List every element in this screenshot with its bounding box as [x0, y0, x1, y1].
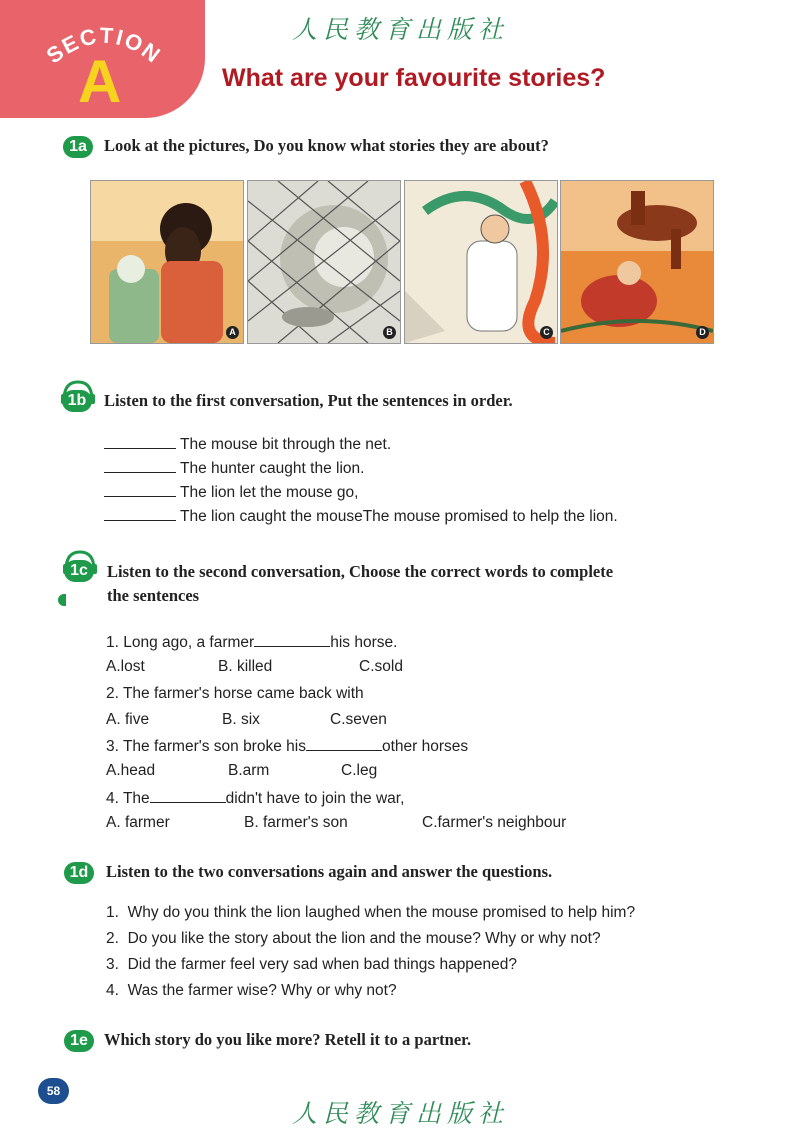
- question-1c-4: [106, 788, 404, 809]
- option-1c[interactable]: C.sold: [359, 658, 403, 675]
- badge-1b-wrap: [62, 390, 92, 412]
- answer-blank[interactable]: [104, 482, 176, 497]
- picture-c: [404, 180, 558, 344]
- picture-label-b: B: [383, 326, 396, 339]
- question-text: Was the farmer wise? Why or why not?: [127, 982, 397, 999]
- side-marker: [58, 594, 66, 606]
- question-text: Did the farmer feel very sad when bad things happened?: [127, 956, 518, 973]
- question-text: Why do you think the lion laughed when the mouse promised to help him?: [127, 904, 636, 921]
- sentence-text: The hunter caught the lion.: [180, 460, 365, 477]
- picture-label-a: A: [226, 326, 239, 339]
- answer-blank[interactable]: [104, 434, 176, 449]
- question-1c-2: 2. The farmer's horse came back with: [106, 685, 364, 702]
- page-number: 58: [38, 1078, 69, 1104]
- activity-badge-1b: 1b: [62, 390, 92, 412]
- picture-c-illustration: [405, 181, 557, 343]
- option-2b[interactable]: B. six: [222, 711, 260, 728]
- option-3a[interactable]: A.head: [106, 762, 156, 779]
- question-text: 1. Long ago, a farmer: [106, 634, 255, 651]
- section-word: SECTION: [41, 22, 167, 69]
- picture-a-illustration: [91, 181, 243, 343]
- question-number: 1.: [106, 904, 119, 921]
- option-1a[interactable]: A.lost: [106, 658, 145, 675]
- option-2a[interactable]: A. five: [106, 711, 150, 728]
- answer-blank[interactable]: [254, 632, 330, 647]
- badge-1a-wrap: [63, 136, 93, 158]
- option-3c[interactable]: C.leg: [341, 762, 378, 779]
- answer-blank[interactable]: [104, 506, 176, 521]
- question-text: other horses: [381, 738, 469, 755]
- activity-badge-1e: 1e: [64, 1030, 94, 1052]
- headphone-icon: [62, 550, 98, 574]
- question-number: 4.: [106, 982, 119, 999]
- activity-badge-1a: 1a: [63, 136, 93, 158]
- activity-badge-1d: 1d: [64, 862, 94, 884]
- question-1d-1: [106, 903, 635, 923]
- option-2c[interactable]: C.seven: [330, 711, 387, 728]
- headphone-icon: [60, 380, 96, 404]
- question-number: 2.: [106, 930, 119, 947]
- answer-blank[interactable]: [104, 458, 176, 473]
- question-number: 3.: [106, 956, 119, 973]
- question-text: 4. The: [106, 790, 150, 807]
- instruction-1d: Listen to the two conversations again and answer the questions.: [106, 862, 553, 881]
- picture-b-illustration: [248, 181, 400, 343]
- answer-blank[interactable]: [150, 788, 226, 803]
- question-1d-2: [106, 929, 601, 949]
- question-1c-3: [106, 736, 468, 757]
- section-tab: [0, 0, 205, 118]
- instruction-1c-line2: the sentences: [107, 586, 200, 605]
- instruction-1c-line1: Listen to the second conversation, Choose the correct words to complete: [107, 562, 614, 581]
- answer-blank[interactable]: [306, 736, 382, 751]
- picture-label-d: D: [696, 326, 709, 339]
- sentence-text: The lion caught the mouseThe mouse promised to help the lion.: [180, 508, 618, 525]
- section-letter: A: [78, 48, 122, 115]
- publisher-top: 人民教育出版社: [292, 15, 510, 44]
- badge-1e-wrap: [64, 1030, 94, 1052]
- badge-1d-wrap: [64, 862, 94, 884]
- badge-1c-wrap: [64, 560, 94, 582]
- publisher-bottom: 人民教育出版社: [292, 1099, 510, 1128]
- activity-badge-1c: 1c: [64, 560, 94, 582]
- question-1c-1: [106, 632, 397, 653]
- picture-a: [90, 180, 244, 344]
- question-text: his horse.: [330, 634, 398, 651]
- order-sentence-4: [104, 506, 618, 527]
- option-4c[interactable]: C.farmer's neighbour: [422, 814, 567, 831]
- picture-b: [247, 180, 401, 344]
- picture-label-c: C: [540, 326, 553, 339]
- instruction-1b: Listen to the first conversation, Put the sentences in order.: [104, 391, 513, 410]
- page-title: What are your favourite stories?: [222, 64, 606, 92]
- option-4b[interactable]: B. farmer's son: [244, 814, 348, 831]
- order-sentence-1: [104, 434, 391, 455]
- question-text: didn't have to join the war,: [225, 790, 405, 807]
- instruction-1e: Which story do you like more? Retell it to a partner.: [104, 1030, 472, 1049]
- question-text: 3. The farmer's son broke his: [106, 738, 306, 755]
- option-1b[interactable]: B. killed: [218, 658, 273, 675]
- option-3b[interactable]: B.arm: [228, 762, 270, 779]
- question-1d-4: [106, 981, 397, 1001]
- sentence-text: The lion let the mouse go,: [180, 484, 359, 501]
- sentence-text: The mouse bit through the net.: [180, 436, 392, 453]
- order-sentence-3: [104, 482, 358, 503]
- option-4a[interactable]: A. farmer: [106, 814, 170, 831]
- order-sentence-2: [104, 458, 364, 479]
- question-1d-3: [106, 955, 517, 975]
- instruction-1a: Look at the pictures, Do you know what stories they are about?: [104, 136, 549, 155]
- question-text: Do you like the story about the lion and the mouse? Why or why not?: [127, 930, 601, 947]
- picture-d: [560, 180, 714, 344]
- picture-d-illustration: [561, 181, 713, 343]
